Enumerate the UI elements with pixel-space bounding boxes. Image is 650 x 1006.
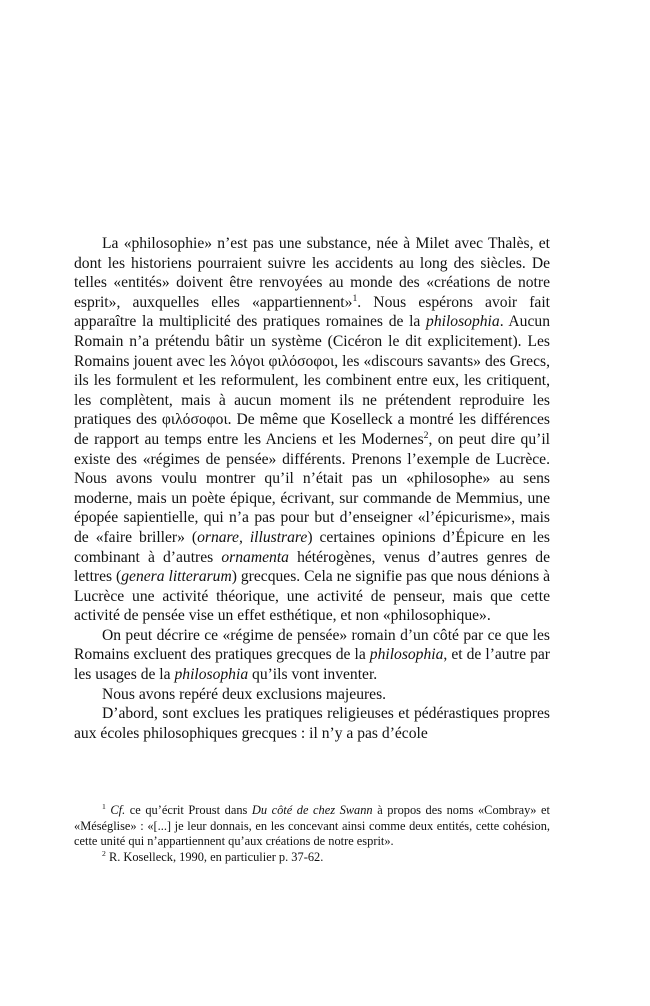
- footnote-2: $^2$ R. Koselleck, 1990, en particulier p. 37-62.: [102, 848, 324, 864]
- footnote-number: 2: [102, 848, 106, 858]
- footnote-ref-1[interactable]: 1: [352, 292, 358, 304]
- footnote-number: 1: [102, 801, 106, 811]
- footnotes: [74, 803, 550, 865]
- main-text: [74, 234, 550, 743]
- paragraph-2: On peut décrire ce «régime de pensée» romain d’un côté par ce que les Romains excluent des pratiques grecques de la philosophia, et de l’autre par les usages de la philosophia qu’ils vont inventer.: [74, 626, 550, 684]
- paragraph-3: Nous avons repéré deux exclusions majeures.: [102, 685, 387, 703]
- paragraph-1: La «philosophie» n’est pas une substance, née à Milet avec Thalès, et dont les historiens pourraient suivre les accidents au long des siècles. De telles «entités» doivent être renvoyées au monde des «créations de notre esprit», auxquelles elles «appartiennent»$^1$. Nous espérons avoir fait apparaître la multiplicité des pratiques romaines de la philosophia. Aucun Romain n’a prétendu bâtir un système (Cicéron le dit explicitement). Les Romains jouent avec les λόγοι φιλόσοφοι, les «discours savants» des Grecs, ils les formulent et les reformulent, les combinent entre eux, les critiquent, les complètent, mais à aucun moment ils ne prétendent reproduire les pratiques des φιλόσοφοι. De même que Koselleck a montré les différences de rapport au temps entre les Anciens et les Modernes$^2$, on peut dire qu’il existe des «régimes de pensée» différents. Prenons l’exemple de Lucrèce. Nous avons voulu montrer qu’il n’était pas un «philosophe» au sens moderne, mais un poète épique, écrivant, sur commande de Memmius, une épopée sapientielle, qui n’a pas pour but d’enseigner «l’épicurisme», mais de «faire briller» (ornare, illustrare) certaines opinions d’Épicure en les combinant à d’autres ornamenta hétérogènes, venus d’autres genres de lettres (genera litterarum) grecques. Cela ne signifie pas que nous dénions à Lucrèce une activité théorique, une activité de penseur, mais que cette activité de pensée vise un effet esthétique, et non «philosophique».: [74, 235, 551, 625]
- footnote-1: $^1$ Cf. ce qu’écrit Proust dans Du côté de chez Swann à propos des noms «Combray» et «Méséglise» : «[...] je leur donnais, en les concevant ainsi comme deux entités, cette cohésion, cette unité qui n’appartiennent qu’aux créations de notre esprit».: [74, 801, 550, 849]
- footnote-ref-2[interactable]: 2: [423, 429, 429, 441]
- paragraph-4: D’abord, sont exclues les pratiques religieuses et pédérastiques propres aux écoles philosophiques grecques : il n’y a pas d’école: [74, 705, 550, 742]
